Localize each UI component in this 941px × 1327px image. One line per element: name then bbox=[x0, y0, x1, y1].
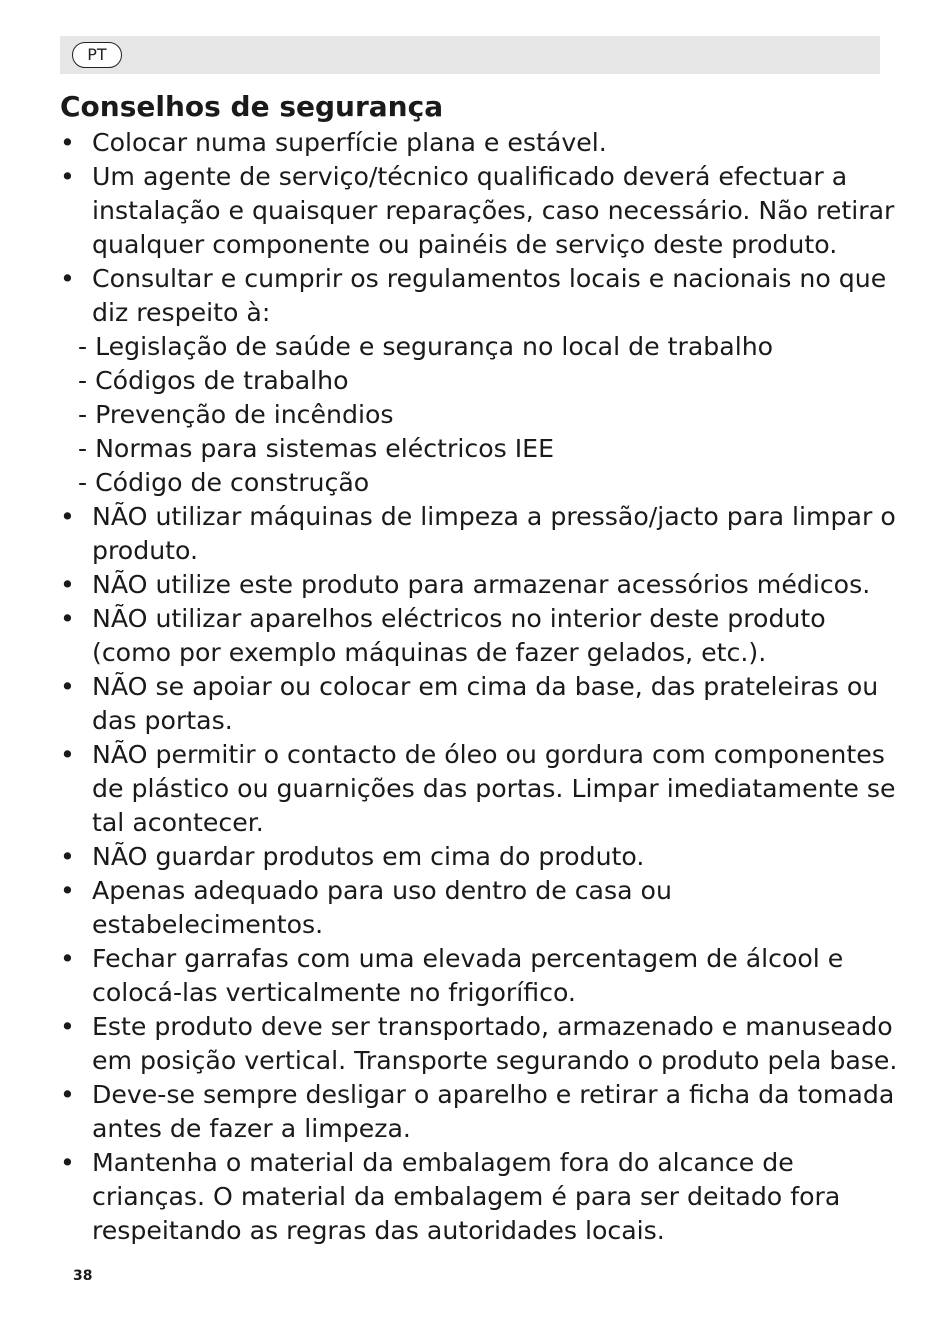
list-item bbox=[60, 126, 910, 160]
bullet-icon: • bbox=[60, 162, 75, 191]
list-item bbox=[60, 1010, 910, 1078]
list-item-text: Colocar numa superfície plana e estável. bbox=[92, 128, 607, 157]
list-item-text: NÃO utilize este produto para armazenar acessórios médicos. bbox=[92, 570, 871, 599]
list-item-text: NÃO utilizar máquinas de limpeza a pressão/jacto para limpar o produto. bbox=[92, 502, 896, 565]
list-item bbox=[60, 160, 910, 262]
list-item bbox=[60, 942, 910, 1010]
list-item bbox=[60, 1146, 910, 1248]
bullet-icon: • bbox=[60, 672, 75, 701]
list-item-text: NÃO se apoiar ou colocar em cima da base, das prateleiras ou das portas. bbox=[92, 672, 879, 735]
list-item-text: Mantenha o material da embalagem fora do alcance de crianças. O material da embalagem é para ser deitado fora respeitando as regras das autoridades locais. bbox=[92, 1148, 841, 1245]
bullet-icon: • bbox=[60, 264, 75, 293]
list-item bbox=[60, 500, 910, 568]
list-item bbox=[60, 874, 910, 942]
bullet-icon: • bbox=[60, 570, 75, 599]
page-title: Conselhos de segurança bbox=[60, 90, 444, 123]
language-header-bar bbox=[60, 36, 880, 74]
sub-list-item: - Códigos de trabalho bbox=[78, 366, 349, 395]
bullet-icon: • bbox=[60, 740, 75, 769]
list-item bbox=[60, 670, 910, 738]
sub-list-item: - Normas para sistemas eléctricos IEE bbox=[78, 434, 555, 463]
page-number: 38 bbox=[73, 1268, 93, 1284]
bullet-icon: • bbox=[60, 842, 75, 871]
bullet-icon: • bbox=[60, 128, 75, 157]
list-item-text: NÃO guardar produtos em cima do produto. bbox=[92, 842, 645, 871]
list-item bbox=[60, 602, 910, 670]
list-item-text: Fechar garrafas com uma elevada percentagem de álcool e colocá-las verticalmente no frigorífico. bbox=[92, 944, 844, 1007]
language-badge: PT bbox=[72, 42, 122, 68]
list-item bbox=[60, 738, 910, 840]
bullet-icon: • bbox=[60, 876, 75, 905]
sub-list-item: - Código de construção bbox=[78, 468, 370, 497]
sub-list-item: - Legislação de saúde e segurança no local de trabalho bbox=[78, 332, 774, 361]
list-item bbox=[60, 1078, 910, 1146]
list-item-text: Deve-se sempre desligar o aparelho e retirar a ficha da tomada antes de fazer a limpeza. bbox=[92, 1080, 895, 1143]
list-item-text: Consultar e cumprir os regulamentos locais e nacionais no que diz respeito à: bbox=[92, 264, 887, 327]
list-item bbox=[60, 840, 910, 874]
list-item-text: Apenas adequado para uso dentro de casa ou estabelecimentos. bbox=[92, 876, 672, 939]
list-item-text: NÃO permitir o contacto de óleo ou gordura com componentes de plástico ou guarnições das portas. Limpar imediatamente se tal acontecer. bbox=[92, 740, 896, 837]
safety-advice-list bbox=[60, 126, 910, 1248]
bullet-icon: • bbox=[60, 944, 75, 973]
bullet-icon: • bbox=[60, 1080, 75, 1109]
list-item-text: Este produto deve ser transportado, armazenado e manuseado em posição vertical. Transporte segurando o produto pela base. bbox=[92, 1012, 898, 1075]
bullet-icon: • bbox=[60, 1012, 75, 1041]
list-item bbox=[60, 568, 910, 602]
list-item bbox=[60, 262, 910, 330]
bullet-icon: • bbox=[60, 502, 75, 531]
sub-list-item: - Prevenção de incêndios bbox=[78, 400, 394, 429]
list-item-text: Um agente de serviço/técnico qualificado deverá efectuar a instalação e quaisquer reparações, caso necessário. Não retirar qualquer componente ou painéis de serviço deste produto. bbox=[92, 162, 895, 259]
bullet-icon: • bbox=[60, 1148, 75, 1177]
list-item-text: NÃO utilizar aparelhos eléctricos no interior deste produto (como por exemplo máquinas de fazer gelados, etc.). bbox=[92, 604, 826, 667]
bullet-icon: • bbox=[60, 604, 75, 633]
